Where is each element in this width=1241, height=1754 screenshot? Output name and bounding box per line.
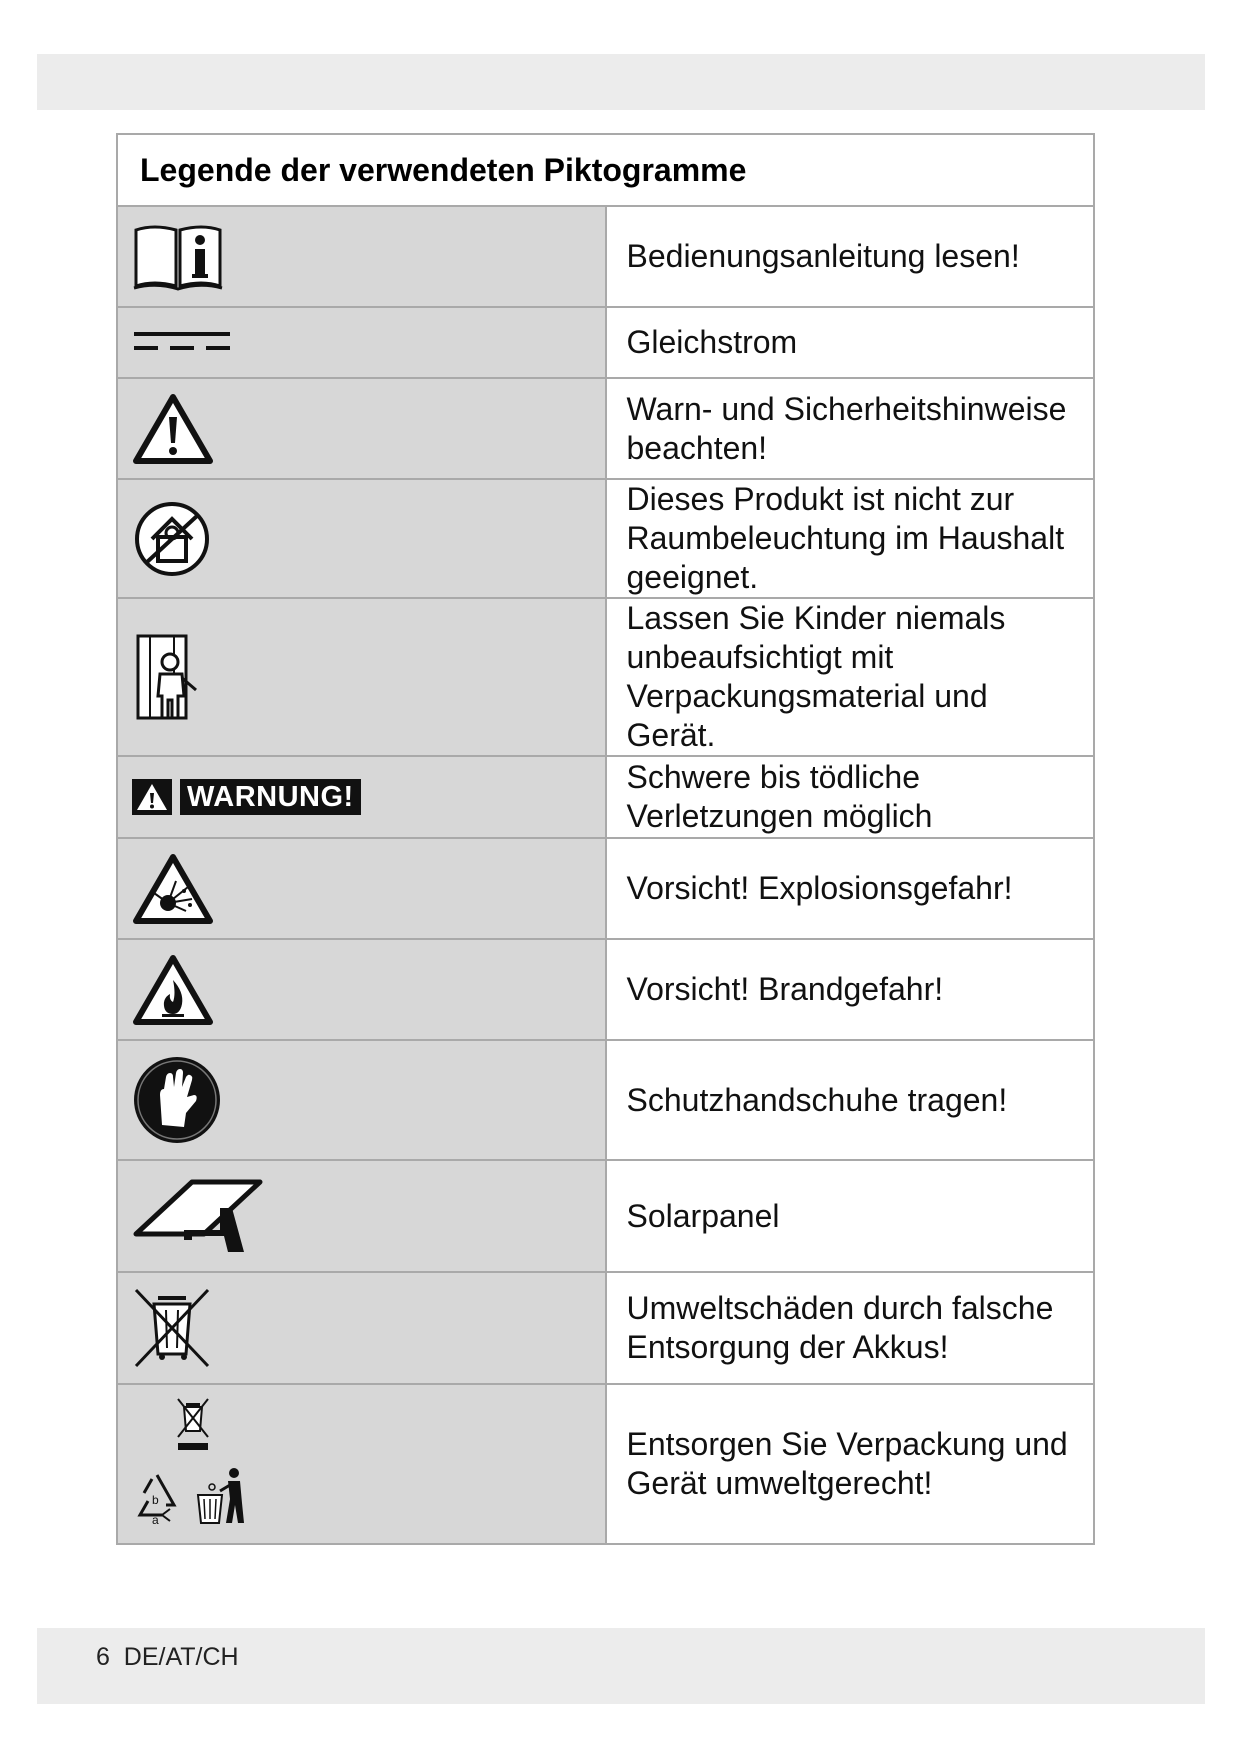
- recycle-label-b: b: [152, 1493, 159, 1507]
- legend-text: Schwere bis tödliche Verletzungen möglich: [606, 756, 1095, 838]
- warning-badge-icon: [132, 779, 605, 815]
- table-row: [117, 206, 1094, 307]
- warning-triangle-icon: [132, 393, 214, 465]
- direct-current-icon: [132, 328, 232, 358]
- child-packaging-icon: [132, 632, 206, 722]
- table-row: [117, 939, 1094, 1040]
- legend-text: Schutzhandschuhe tragen!: [606, 1040, 1095, 1160]
- table-row: [117, 378, 1094, 479]
- table-row: [117, 1160, 1094, 1272]
- table-row: [117, 838, 1094, 939]
- table-title: Legende der verwendeten Piktogramme: [117, 134, 1094, 206]
- read-manual-icon: [132, 222, 224, 292]
- legend-text: Lassen Sie Kinder niemals unbeaufsichtigt mit Verpackungsmaterial und Gerät.: [606, 598, 1095, 756]
- legend-text: Warn- und Sicherheitshinweise beachten!: [606, 378, 1095, 479]
- explosion-hazard-icon: [132, 853, 214, 925]
- legend-text: Umweltschäden durch falsche Entsorgung der Akkus!: [606, 1272, 1095, 1384]
- legend-text: Solarpanel: [606, 1160, 1095, 1272]
- table-row: [117, 756, 1094, 838]
- small-crossed-bin-icon: [172, 1397, 214, 1453]
- table-row: [117, 479, 1094, 598]
- pictogram-legend-table: [116, 133, 1095, 1545]
- litter-bin-icon: [192, 1465, 248, 1525]
- recycling-disposal-icon: [132, 1397, 252, 1531]
- protective-gloves-icon: [132, 1055, 222, 1145]
- table-row: [117, 1384, 1094, 1544]
- table-row: [117, 307, 1094, 378]
- header-band: [37, 54, 1205, 110]
- crossed-bin-icon: [132, 1286, 212, 1370]
- no-household-lighting-icon: [132, 499, 212, 579]
- legend-text: Dieses Produkt ist nicht zur Raumbeleuchtung im Haushalt geeignet.: [606, 479, 1095, 598]
- solar-panel-icon: [132, 1178, 264, 1254]
- table-row: [117, 598, 1094, 756]
- recycle-label-a: a: [152, 1513, 159, 1527]
- warning-badge-label: WARNUNG!: [180, 779, 361, 815]
- legend-text: Entsorgen Sie Verpackung und Gerät umweltgerecht!: [606, 1384, 1095, 1544]
- fire-hazard-icon: [132, 954, 214, 1026]
- legend-text: Gleichstrom: [606, 307, 1095, 378]
- table-row: [117, 1040, 1094, 1160]
- legend-text: Vorsicht! Brandgefahr!: [606, 939, 1095, 1040]
- table-row: [117, 1272, 1094, 1384]
- legend-text: Vorsicht! Explosionsgefahr!: [606, 838, 1095, 939]
- warning-small-icon: [132, 779, 172, 815]
- legend-text: Bedienungsanleitung lesen!: [606, 206, 1095, 307]
- page-number-label: 6 DE/AT/CH: [96, 1643, 239, 1671]
